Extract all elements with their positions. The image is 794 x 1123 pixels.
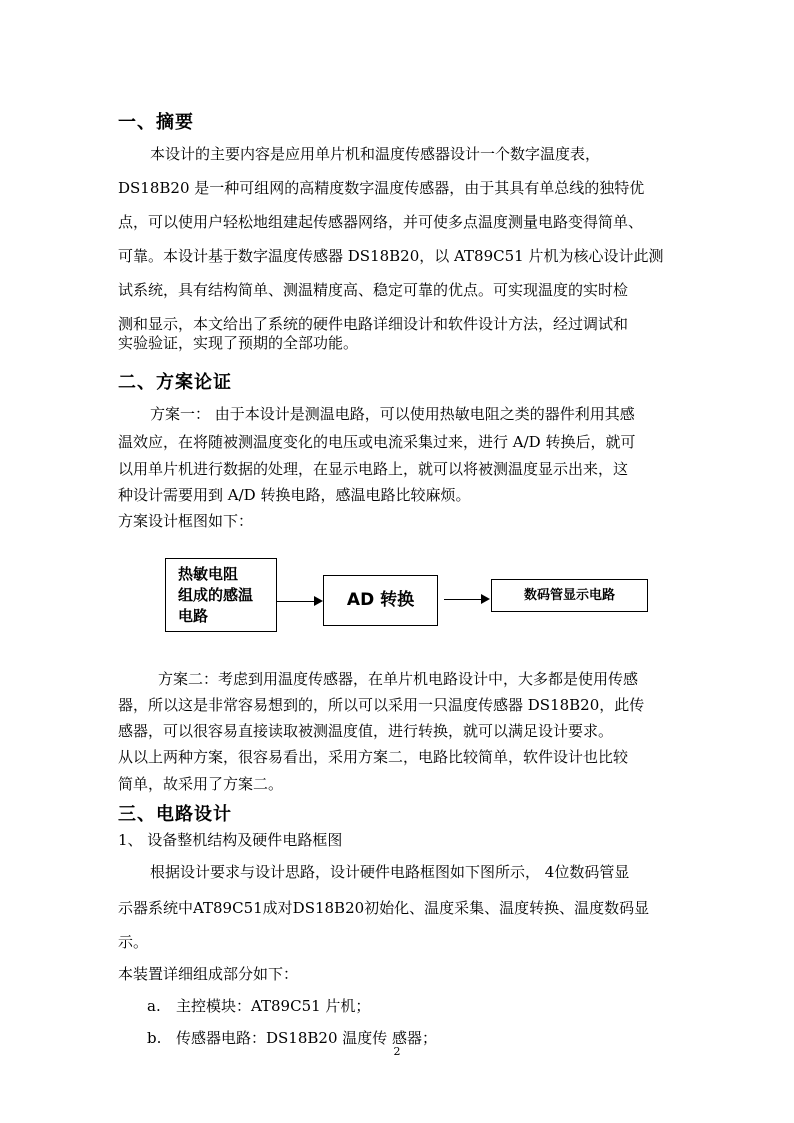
paragraph-line: 本装置详细组成部分如下： [118,965,299,983]
plan2-line: 感器，可以很容易直接读取被测温度值，进行转换，就可以满足设计要求。 [118,722,614,740]
arrow-icon [277,601,321,602]
diagram-caption: 方案设计框图如下： [118,512,254,530]
subsection-heading: 1、 设备整机结构及硬件电路框图 [118,831,343,849]
list-item: 主控模块：AT89C51 片机； [176,997,371,1015]
section-heading-abstract: 一、摘要 [118,112,194,133]
paragraph-line: 可靠。本设计基于数字温度传感器 DS18B20，以 AT89C51 片机为核心设计此测 [118,247,664,265]
arrow-icon [444,599,488,600]
thermistor-sensing-box [165,558,277,632]
paragraph-line: 示。 [118,933,149,951]
paragraph-line: 实验验证，实现了预期的全部功能。 [118,334,359,352]
plan1-line: 温效应，在将随被测温度变化的电压或电流采集过来，进行 A/D 转换后，就可 [118,433,636,451]
plan2-line: 简单，故采用了方案二。 [118,775,284,793]
plan1-line: 以用单片机进行数据的处理，在显示电路上，就可以将被测温度显示出来，这 [118,460,629,478]
box-label: 电路 [178,607,209,625]
box-label: 热敏电阻 [178,565,239,583]
section-heading-circuit: 三、电路设计 [118,804,232,825]
paragraph-line: 示器系统中AT89C51成对DS18B20初始化、温度采集、温度转换、温度数码显 [118,899,650,917]
ad-conversion-box: AD 转换 [323,575,438,626]
section-heading-scheme: 二、方案论证 [118,372,232,393]
plan1-line: 方案一： 由于本设计是测温电路，可以使用热敏电阻之类的器件利用其感 [150,405,635,423]
paragraph-line: DS18B20 是一种可组网的高精度数字温度传感器，由于其具有单总线的独特优 [118,179,645,197]
plan1-line: 种设计需要用到 A/D 转换电路，感温电路比较麻烦。 [118,486,471,504]
paragraph-line: 根据设计要求与设计思路，设计硬件电路框图如下图所示， 4位数码管显 [150,863,630,881]
page-number: 2 [393,1045,401,1058]
plan2-line: 器，所以这是非常容易想到的，所以可以采用一只温度传感器 DS18B20，此传 [118,696,645,714]
paragraph-line: 本设计的主要内容是应用单片机和温度传感器设计一个数字温度表， [150,145,601,163]
paragraph-line: 试系统，具有结构简单、测温精度高、稳定可靠的优点。可实现温度的实时检 [118,281,629,299]
list-item-marker: b. [147,1029,162,1047]
display-circuit-box: 数码管显示电路 [491,579,648,612]
list-item-marker: a. [147,997,161,1015]
list-item: 传感器电路：DS18B20 温度传 感器； [176,1029,438,1047]
paragraph-line: 点，可以使用户轻松地组建起传感器网络，并可使多点温度测量电路变得简单、 [118,213,644,231]
plan2-line: 从以上两种方案，很容易看出，采用方案二，电路比较简单，软件设计也比较 [118,748,629,766]
plan2-line: 方案二：考虑到用温度传感器，在单片机电路设计中，大多都是使用传感 [158,670,639,688]
paragraph-line: 测和显示，本文给出了系统的硬件电路详细设计和软件设计方法，经过调试和 [118,315,629,333]
box-label: 组成的感温 [178,586,254,604]
